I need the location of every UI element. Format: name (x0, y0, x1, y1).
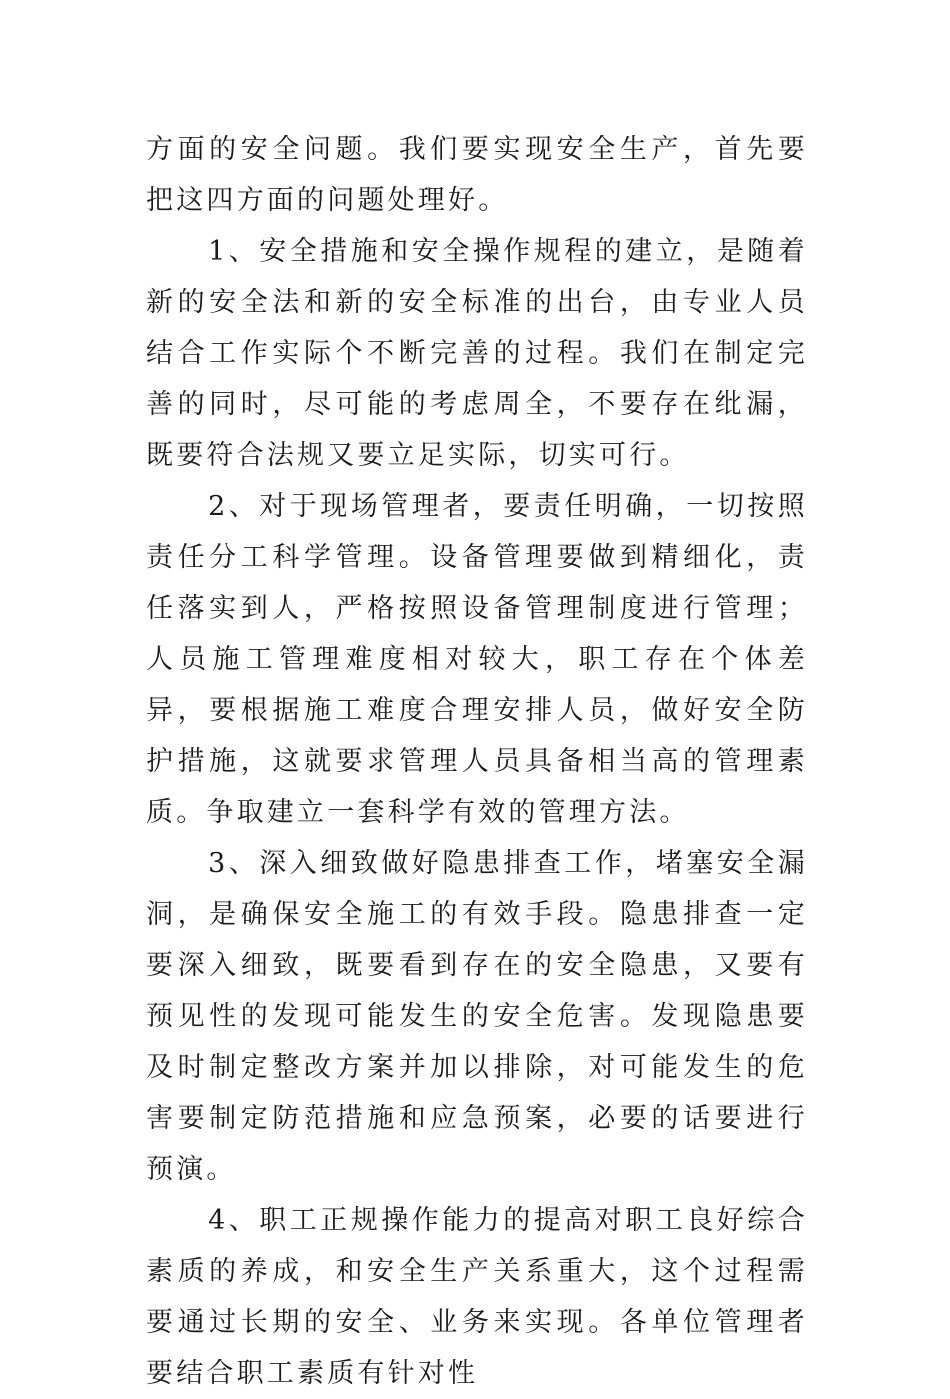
paragraph-item-2: 2、对于现场管理者，要责任明确，一切按照责任分工科学管理。设备管理要做到精细化，责任落实到人，严格按照设备管理制度进行管理；人员施工管理难度相对较大，职工存在个体差异，要根据施工难度合理安排人员，做好安全防护措施，这就要求管理人员具备相当高的管理素质。争取建立一套科学有效的管理方法。 (146, 491, 808, 828)
paragraph-item-3: 3、深入细致做好隐患排查工作，堵塞安全漏洞，是确保安全施工的有效手段。隐患排查一定要深入细致，既要看到存在的安全隐患，又要有预见性的发现可能发生的安全危害。发现隐患要及时制定整改方案并加以排除，对可能发生的危害要制定防范措施和应急预案，必要的话要进行预演。 (146, 848, 808, 1185)
paragraph-item-1: 1、安全措施和安全操作规程的建立，是随着新的安全法和新的安全标准的出台，由专业人员结合工作实际个不断完善的过程。我们在制定完善的同时，尽可能的考虑周全，不要存在纰漏，既要符合法规又要立足实际，切实可行。 (146, 236, 808, 471)
paragraph-item-4: 4、职工正规操作能力的提高对职工良好综合素质的养成，和安全生产关系重大，这个过程需要通过长期的安全、业务来实现。各单位管理者要结合职工素质有针对性 (146, 1205, 808, 1389)
paragraph-continuation: 方面的安全问题。我们要实现安全生产，首先要把这四方面的问题处理好。 (146, 134, 808, 216)
document-body (146, 124, 808, 1399)
